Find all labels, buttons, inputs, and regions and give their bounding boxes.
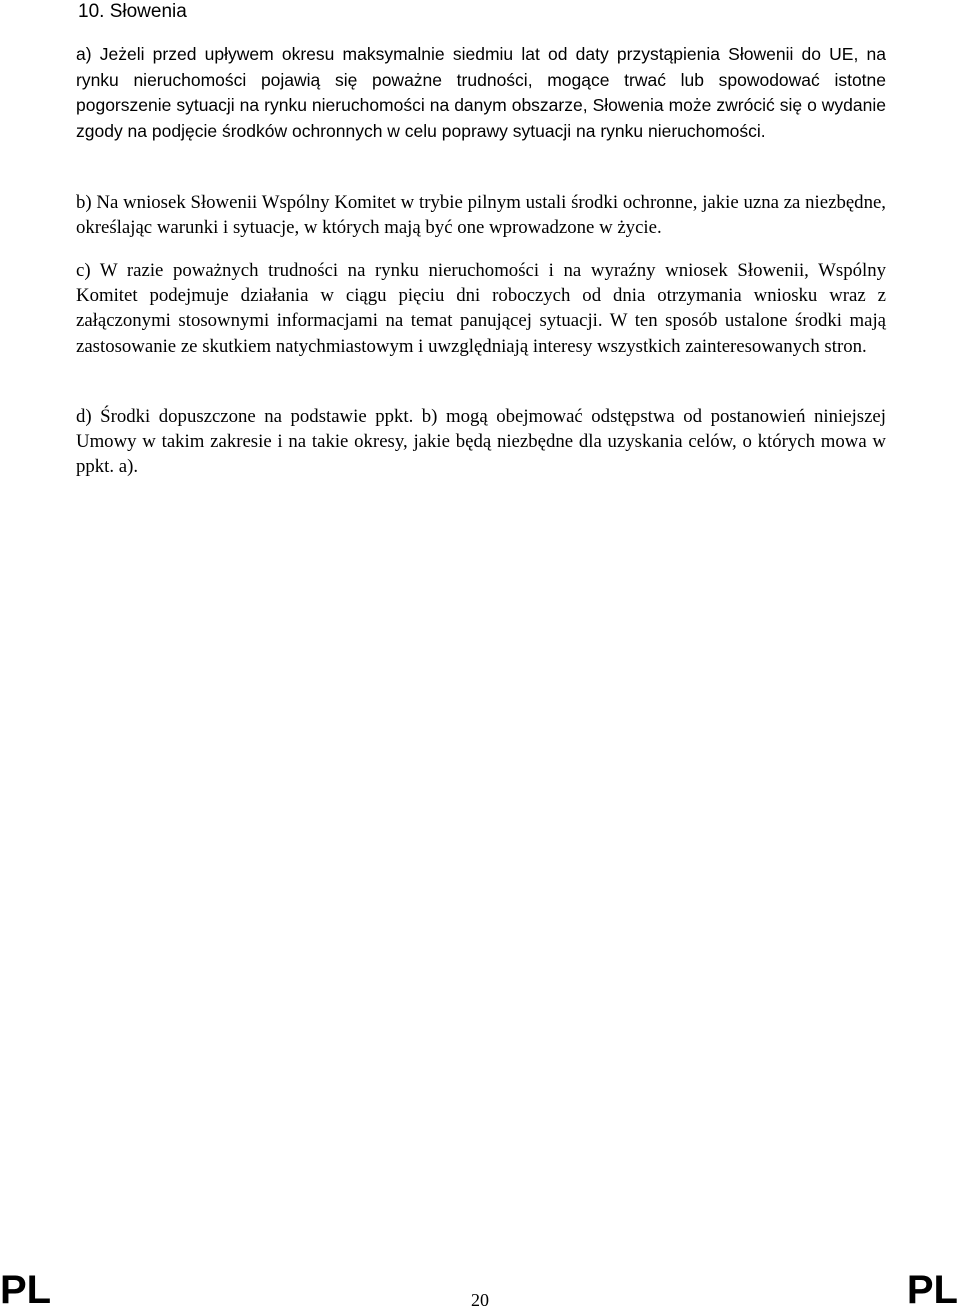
footer-language-code-left: PL <box>0 1268 52 1312</box>
paragraph-b: b) Na wniosek Słowenii Wspólny Komitet w trybie pilnym ustali środki ochronne, jakie uzna za niezbędne, określając warunki i sytuacje, w których mają być one wprowadzone w życie. <box>76 192 886 239</box>
footer-language-code-right: PL <box>906 1268 958 1312</box>
section-title: 10. Słowenia <box>78 1 187 22</box>
paragraph-c: c) W razie poważnych trudności na rynku nieruchomości i na wyraźny wniosek Słowenii, Wspólny Komitet podejmuje działania w ciągu pięciu dni roboczych od dnia otrzymania wniosku wraz z załączonymi stosownymi informacjami na temat panującej sytuacji. W ten sposób ustalone środki mają zastosowanie ze skutkiem natychmiastowym i uwzględniają interesy wszystkich zainteresowanych stron. <box>76 260 886 357</box>
paragraph-a: a) Jeżeli przed upływem okresu maksymalnie siedmiu lat od daty przystąpienia Słowenii do UE, na rynku nieruchomości pojawią się poważne trudności, mogące trwać lub spowodować istotne pogorszenie sytuacji na rynku nieruchomości na danym obszarze, Słowenia może zwrócić się o wydanie zgody na podjęcie środków ochronnych w celu poprawy sytuacji na rynku nieruchomości. <box>76 44 886 141</box>
paragraph-d: d) Środki dopuszczone na podstawie ppkt. b) mogą obejmować odstępstwa od postanowień niniejszej Umowy w takim zakresie i na takie okresy, jakie będą niezbędne dla uzyskania celów, o których mowa w ppkt. a). <box>76 406 886 478</box>
page-number: 20 <box>471 1290 489 1310</box>
